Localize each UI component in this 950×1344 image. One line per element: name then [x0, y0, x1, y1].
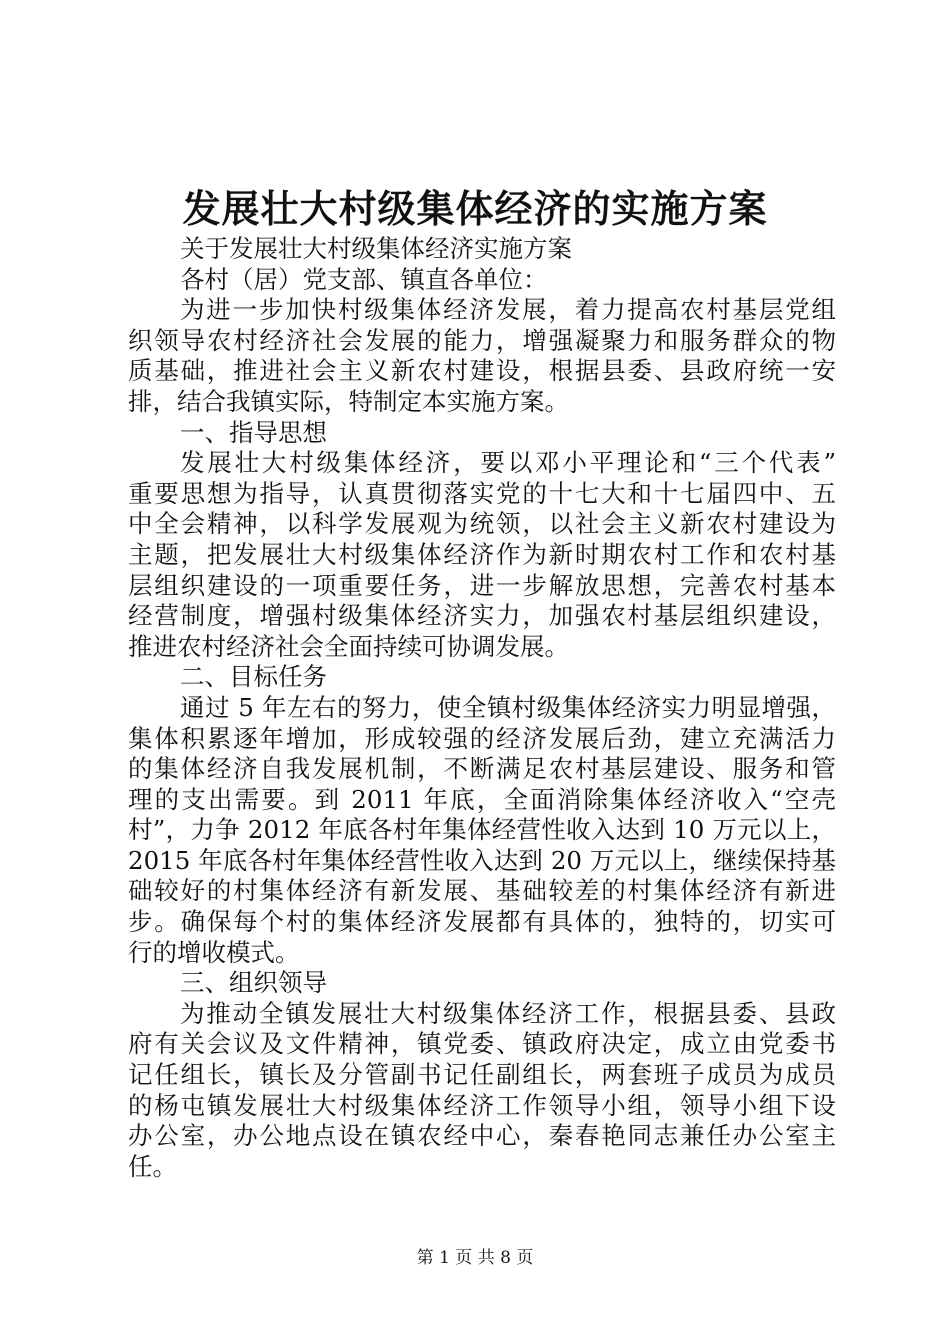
text-line: 发展壮大村级集体经济，要以邓小平理论和“三个代表”	[180, 448, 836, 478]
text-line: 主题，把发展壮大村级集体经济作为新时期农村工作和农村基	[128, 539, 836, 569]
text-line: 集体积累逐年增加，形成较强的经济发展后劲，建立充满活力	[128, 723, 836, 753]
text-line: 理的支出需要。到 2011 年底，全面消除集体经济收入“空壳	[128, 784, 836, 814]
text-line: 的杨屯镇发展壮大村级集体经济工作领导小组，领导小组下设	[128, 1090, 836, 1120]
text-line: 推进农村经济社会全面持续可协调发展。	[128, 631, 569, 661]
text-line: 任。	[128, 1151, 177, 1181]
text-line: 办公室，办公地点设在镇农经中心，秦春艳同志兼任办公室主	[128, 1121, 836, 1151]
text-line: 排，结合我镇实际，特制定本实施方案。	[128, 386, 569, 416]
text-line: 记任组长，镇长及分管副书记任副组长，两套班子成员为成员	[128, 1060, 836, 1090]
text-line: 一、指导思想	[180, 417, 327, 447]
text-line: 的集体经济自我发展机制，不断满足农村基层建设、服务和管	[128, 754, 836, 784]
text-line: 二、目标任务	[180, 662, 327, 692]
text-line: 层组织建设的一项重要任务，进一步解放思想，完善农村基本	[128, 570, 836, 600]
text-line: 行的增收模式。	[128, 937, 300, 967]
page-title: 发展壮大村级集体经济的实施方案	[182, 186, 768, 231]
text-line: 础较好的村集体经济有新发展、基础较差的村集体经济有新进	[128, 876, 836, 906]
text-line: 2015 年底各村年集体经营性收入达到 20 万元以上，继续保持基	[128, 845, 836, 875]
text-line: 重要思想为指导，认真贯彻落实党的十七大和十七届四中、五	[128, 478, 836, 508]
text-line: 中全会精神，以科学发展观为统领，以社会主义新农村建设为	[128, 509, 836, 539]
text-line: 三、组织领导	[180, 968, 327, 998]
document-body	[128, 234, 836, 1182]
text-line: 各村（居）党支部、镇直各单位：	[180, 264, 548, 294]
text-line: 通过 5 年左右的努力，使全镇村级集体经济实力明显增强，	[180, 692, 836, 722]
text-line: 为推动全镇发展壮大村级集体经济工作，根据县委、县政	[180, 998, 836, 1028]
text-line: 质基础，推进社会主义新农村建设，根据县委、县政府统一安	[128, 356, 836, 386]
text-line: 为进一步加快村级集体经济发展，着力提高农村基层党组	[180, 295, 836, 325]
text-line: 经营制度，增强村级集体经济实力，加强农村基层组织建设，	[128, 601, 836, 631]
page-footer: 第 1 页 共 8 页	[416, 1248, 534, 1268]
text-line: 步。确保每个村的集体经济发展都有具体的，独特的，切实可	[128, 907, 836, 937]
text-line: 关于发展壮大村级集体经济实施方案	[180, 234, 572, 263]
text-line: 府有关会议及文件精神，镇党委、镇政府决定，成立由党委书	[128, 1029, 836, 1059]
text-line: 织领导农村经济社会发展的能力，增强凝聚力和服务群众的物	[128, 325, 836, 355]
text-line: 村”，力争 2012 年底各村年集体经营性收入达到 10 万元以上，	[128, 815, 836, 845]
